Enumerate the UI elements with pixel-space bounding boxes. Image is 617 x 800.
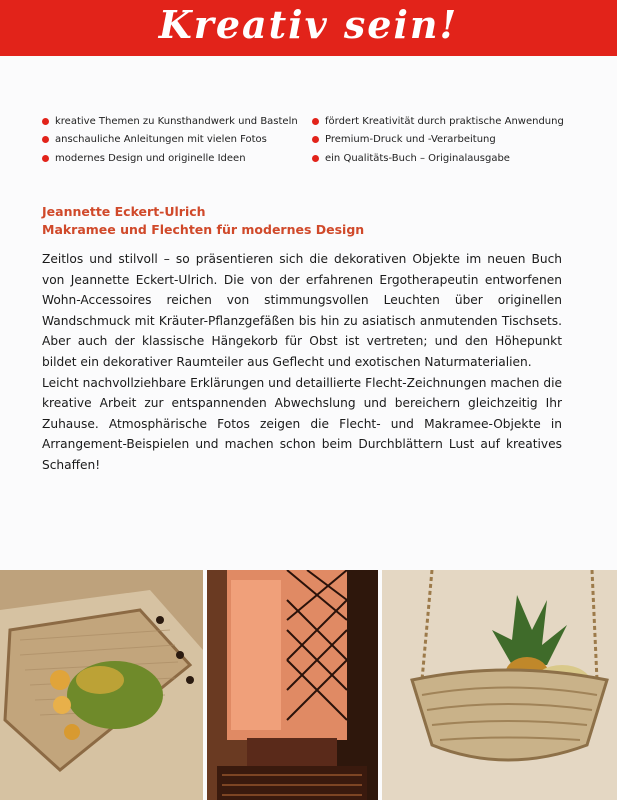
photo-hanging-fruit-basket (382, 570, 617, 800)
bullet-icon (312, 118, 319, 125)
photo-tray-with-fruit (0, 570, 203, 800)
photo-strip (0, 570, 617, 800)
book-description (42, 249, 562, 476)
book-heading (42, 203, 364, 239)
bullet-icon (42, 118, 49, 125)
bullet-icon (312, 136, 319, 143)
description-paragraph: Zeitlos und stilvoll – so präsentieren sich die dekorativen Objekte im neuen Buch von Jeannette Eckert-Ulrich. Die von der erfahrenen Ergotherapeutin entworfenen Wohn-Accessoires reichen von stimmungsvollen Leuchten über originellen Wandschmuck mit Kräuter-Pflanzgefäßen bis hin zu asiatisch anmutenden Tischsets. Aber auch der klassische Hängekorb für Obst ist vertreten; und den Höhepunkt bildet ein dekorativer Raumteiler aus Geflecht und exotischen Naturmaterialien. (42, 252, 562, 369)
book-title: Makramee und Flechten für modernes Design (42, 222, 365, 237)
book-author: Jeannette Eckert-Ulrich (42, 204, 206, 219)
feature-list (42, 112, 582, 168)
feature-item: fördert Kreativität durch praktische Anwendung (312, 112, 582, 131)
bullet-icon (42, 155, 49, 162)
feature-column-right (312, 112, 582, 168)
bullet-icon (42, 136, 49, 143)
feature-item: ein Qualitäts-Buch – Originalausgabe (312, 149, 582, 168)
feature-column-left (42, 112, 312, 168)
bullet-icon (312, 155, 319, 162)
photo-lamp-macrame (207, 570, 378, 800)
banner-title: Kreativ sein! (158, 2, 459, 47)
feature-item: modernes Design und originelle Ideen (42, 149, 312, 168)
feature-item: kreative Themen zu Kunsthandwerk und Basteln (42, 112, 312, 131)
feature-item: Premium-Druck und -Verarbeitung (312, 131, 582, 150)
header-banner (0, 0, 617, 56)
description-paragraph: Leicht nachvollziehbare Erklärungen und detaillierte Flecht-Zeichnungen machen die kreative Arbeit zur entspannenden Abwechslung und bereichern gleichzeitig Ihr Zuhause. Atmosphärische Fotos zeigen die Flecht- und Makramee-Objekte in Arrangement-Beispielen und machen schon beim Durchblättern Lust auf kreatives Schaffen! (42, 375, 562, 472)
feature-item: anschauliche Anleitungen mit vielen Fotos (42, 131, 312, 150)
